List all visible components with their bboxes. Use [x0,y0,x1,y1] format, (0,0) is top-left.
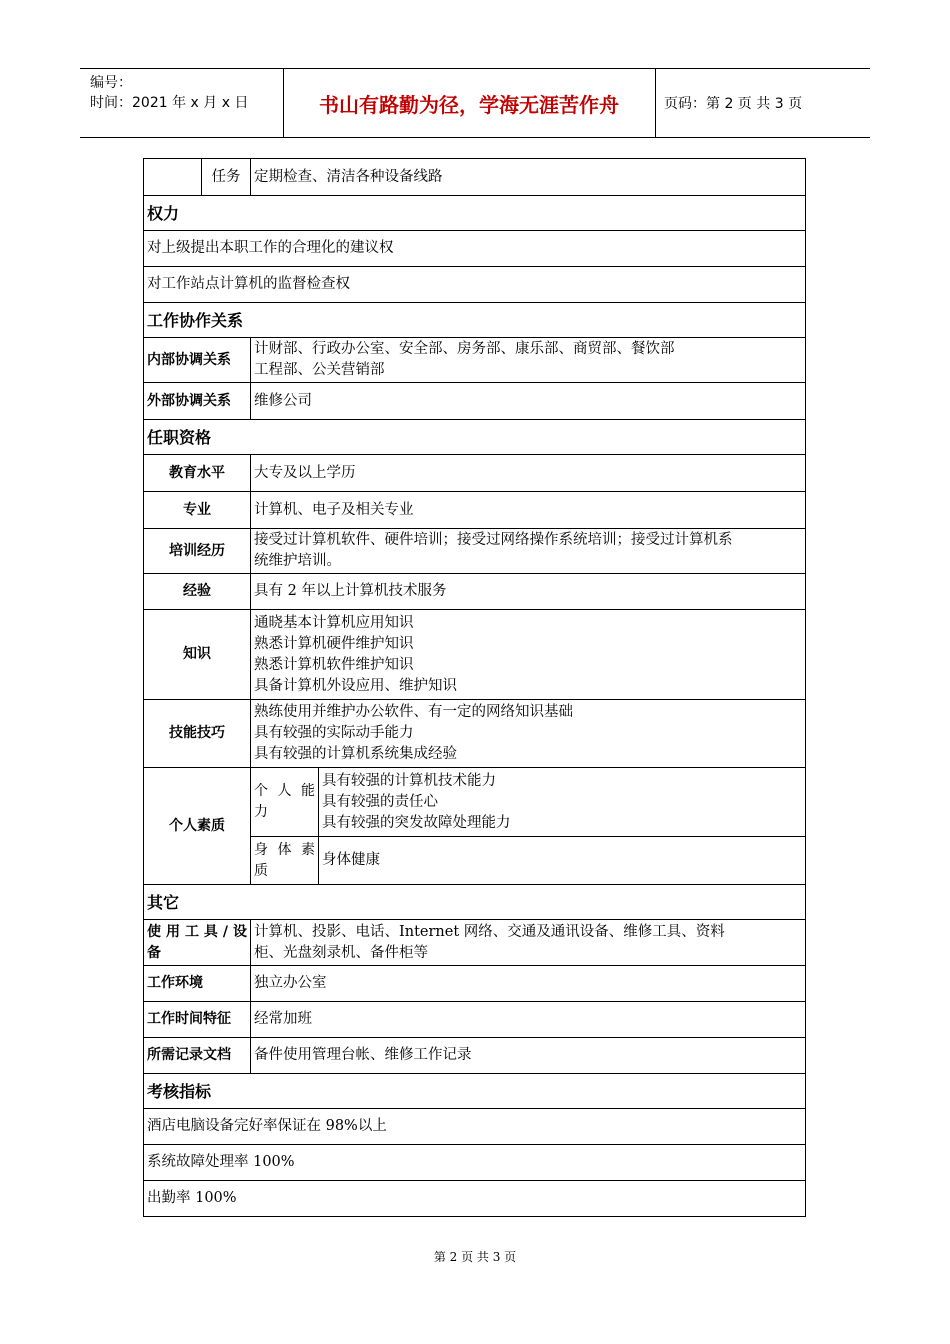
major-label: 专业 [144,492,251,529]
knowledge-line: 通晓基本计算机应用知识 [254,614,414,631]
physical-label-line: 质 [254,862,268,879]
tools-line: 柜、光盘刻录机、备件柜等 [254,944,428,961]
external-label: 外部协调关系 [144,383,251,420]
ability-label-line: 个 人 能 [254,783,315,799]
task-label: 任务 [202,159,251,196]
knowledge-label: 知识 [144,610,251,700]
number-label: 编号： [90,75,132,91]
physical-label-line: 身 体 素 [254,841,315,858]
page-header [80,68,870,138]
skills-line: 具有较强的实际动手能力 [254,725,414,741]
ability-value [319,768,806,837]
training-label: 培训经历 [144,529,251,574]
kpi-item: 酒店电脑设备完好率保证在 98%以上 [144,1109,806,1145]
training-value [251,529,806,574]
time-label: 时间：2021 年 x 月 x 日 [90,95,249,111]
knowledge-line: 具备计算机外设应用、维护知识 [254,677,457,694]
kpi-item: 出勤率 100% [144,1181,806,1217]
section-title: 权力 [144,196,806,231]
ability-line: 具有较强的责任心 [322,793,438,810]
empty-cell [144,159,202,196]
skills-label: 技能技巧 [144,700,251,768]
section-cooperation [144,303,806,338]
work-time-label: 工作时间特征 [144,1002,251,1038]
header-motto: 书山有路勤为径，学海无涯苦作舟 [319,92,619,117]
ability-label [251,768,319,837]
section-title: 其它 [144,885,806,920]
internal-line: 工程部、公关营销部 [254,362,385,378]
personal-label: 个人素质 [144,768,251,885]
docs-label: 所需记录文档 [144,1038,251,1074]
section-title: 工作协作关系 [144,303,806,338]
tools-label-line: 备 [147,944,161,961]
training-line: 统维护培训。 [254,553,341,569]
authority-item: 对上级提出本职工作的合理化的建议权 [144,231,806,267]
env-label: 工作环境 [144,966,251,1002]
internal-row [144,338,806,383]
header-divider [655,69,656,137]
internal-line: 计财部、行政办公室、安全部、房务部、康乐部、商贸部、餐饮部 [254,341,675,357]
section-kpi [144,1074,806,1109]
knowledge-line: 熟悉计算机硬件维护知识 [254,635,414,652]
work-time-value: 经常加班 [251,1002,806,1038]
section-title: 任职资格 [144,420,806,455]
section-title: 考核指标 [144,1074,806,1109]
internal-value [251,338,806,383]
task-row [144,159,806,196]
kpi-item: 系统故障处理率 100% [144,1145,806,1181]
section-other [144,885,806,920]
header-meta [90,73,248,113]
physical-label [251,837,319,885]
education-label: 教育水平 [144,455,251,492]
header-page-info: 页码：第 2 页 共 3 页 [664,96,803,112]
skills-value [251,700,806,768]
tools-label [144,920,251,966]
external-row [144,383,806,420]
training-line: 接受过计算机软件、硬件培训；接受过网络操作系统培训；接受过计算机系 [254,532,733,548]
major-value: 计算机、电子及相关专业 [251,492,806,529]
job-description-table [143,158,806,1217]
tools-value [251,920,806,966]
physical-value: 身体健康 [319,837,806,885]
env-value: 独立办公室 [251,966,806,1002]
ability-line: 具有较强的突发故障处理能力 [322,814,511,831]
authority-item: 对工作站点计算机的监督检查权 [144,267,806,303]
knowledge-line: 熟悉计算机软件维护知识 [254,656,414,673]
ability-line: 具有较强的计算机技术能力 [322,772,496,789]
education-value: 大专及以上学历 [251,455,806,492]
tools-label-line: 使用工具/设 [147,923,247,940]
knowledge-value [251,610,806,700]
docs-value: 备件使用管理台帐、维修工作记录 [251,1038,806,1074]
experience-value: 具有 2 年以上计算机技术服务 [251,574,806,610]
tools-line: 计算机、投影、电话、Internet 网络、交通及通讯设备、维修工具、资料 [254,923,725,940]
page-footer: 第 2 页 共 3 页 [433,1250,517,1264]
task-value: 定期检查、清洁各种设备线路 [251,159,806,196]
skills-line: 具有较强的计算机系统集成经验 [254,746,457,762]
skills-line: 熟练使用并维护办公软件、有一定的网络知识基础 [254,704,573,720]
internal-label: 内部协调关系 [144,338,251,383]
experience-label: 经验 [144,574,251,610]
section-qualification [144,420,806,455]
ability-label-line: 力 [254,804,268,820]
external-value: 维修公司 [251,383,806,420]
section-authority [144,196,806,231]
